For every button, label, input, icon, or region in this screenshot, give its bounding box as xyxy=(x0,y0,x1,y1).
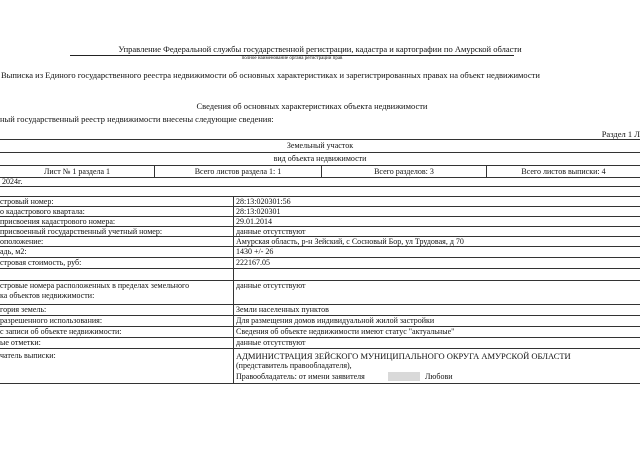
row-label: с записи об объекте недвижимости: xyxy=(0,327,122,336)
recipient-label: чатель выписки: xyxy=(0,351,56,360)
row-label: адь, м2: xyxy=(0,247,27,256)
table-line xyxy=(0,165,640,166)
recipient-applicant: Правообладатель: от имени заявителя xyxy=(236,372,365,381)
table-line xyxy=(0,177,640,178)
row-value: Амурская область, р-н Зейский, с Сосновый Бор, ул Трудовая, д 70 xyxy=(236,237,464,246)
row-label: разрешенного использования: xyxy=(0,316,103,325)
table-line xyxy=(0,139,640,140)
row-label: присвоенный государственный учетный номер: xyxy=(0,227,163,236)
row-label: ые отметки: xyxy=(0,338,41,347)
row-label: о кадастрового квартала: xyxy=(0,207,85,216)
recipient-role: (представитель правообладателя), xyxy=(236,361,352,370)
table-line xyxy=(0,206,640,207)
agency-name: Управление Федеральной службы государственной регистрации, кадастра и картографии по Амурской области xyxy=(118,44,522,54)
total-sheets-section: Всего листов раздела 1: 1 xyxy=(194,167,282,176)
row-value: данные отсутствуют xyxy=(236,338,306,347)
extract-title: Выписка из Единого государственного реестра недвижимости об основных характеристиках и зарегистрированных правах на объект недвижимости xyxy=(1,70,540,80)
sheet-number: Лист № 1 раздела 1 xyxy=(43,167,111,176)
total-sheets-extract: Всего листов выписки: 4 xyxy=(521,167,606,176)
row-value: 28:13:020301:56 xyxy=(236,197,291,206)
total-sections: Всего разделов: 3 xyxy=(374,167,434,176)
table-divider xyxy=(233,196,234,383)
date-fragment: 2024г. xyxy=(2,177,23,186)
table-line xyxy=(0,268,640,269)
table-line xyxy=(0,257,640,258)
row-value: Сведения об объекте недвижимости имеют статус "актуальные" xyxy=(236,327,455,336)
row-label: присвоения кадастрового номера: xyxy=(0,217,116,226)
row-value: 1430 +/- 26 xyxy=(236,247,274,256)
row-label: гория земель: xyxy=(0,305,47,314)
intro-text: ный государственный реестр недвижимости внесены следующие сведения: xyxy=(0,114,274,124)
row-value: данные отсутствуют xyxy=(236,281,306,290)
table-line xyxy=(0,337,640,338)
table-line xyxy=(0,152,640,153)
row-label-continued: ка объектов недвижимости: xyxy=(0,291,95,300)
object-type-caption: вид объекта недвижимости xyxy=(273,154,367,163)
recipient-name: АДМИНИСТРАЦИЯ ЗЕЙСКОГО МУНИЦИПАЛЬНОГО ОКРУГА АМУРСКОЙ ОБЛАСТИ xyxy=(236,351,571,361)
row-value: 29.01.2014 xyxy=(236,217,272,226)
row-value: Земли населенных пунктов xyxy=(236,305,329,314)
row-label: стровые номера расположенных в пределах земельного xyxy=(0,281,190,290)
row-value: Для размещения домов индивидуальной жилой застройки xyxy=(236,316,435,325)
row-value: 28:13:020301 xyxy=(236,207,281,216)
row-value: данные отсутствуют xyxy=(236,227,306,236)
section-title: Сведения об основных характеристиках объекта недвижимости xyxy=(196,101,428,111)
table-line xyxy=(0,348,640,349)
table-line xyxy=(0,383,640,384)
section-label: Раздел 1 Л xyxy=(601,129,640,139)
object-type: Земельный участок xyxy=(286,141,354,150)
row-value: 222167.05 xyxy=(236,258,270,267)
row-label: стровая стоимость, руб: xyxy=(0,258,82,267)
row-label: оположение: xyxy=(0,237,44,246)
redacted-name xyxy=(388,372,420,381)
table-line xyxy=(0,196,640,197)
agency-caption: полное наименование органа регистрации прав xyxy=(241,56,343,61)
recipient-first-name: Любови xyxy=(425,372,453,381)
table-line xyxy=(0,186,640,187)
row-label: стровый номер: xyxy=(0,197,54,206)
